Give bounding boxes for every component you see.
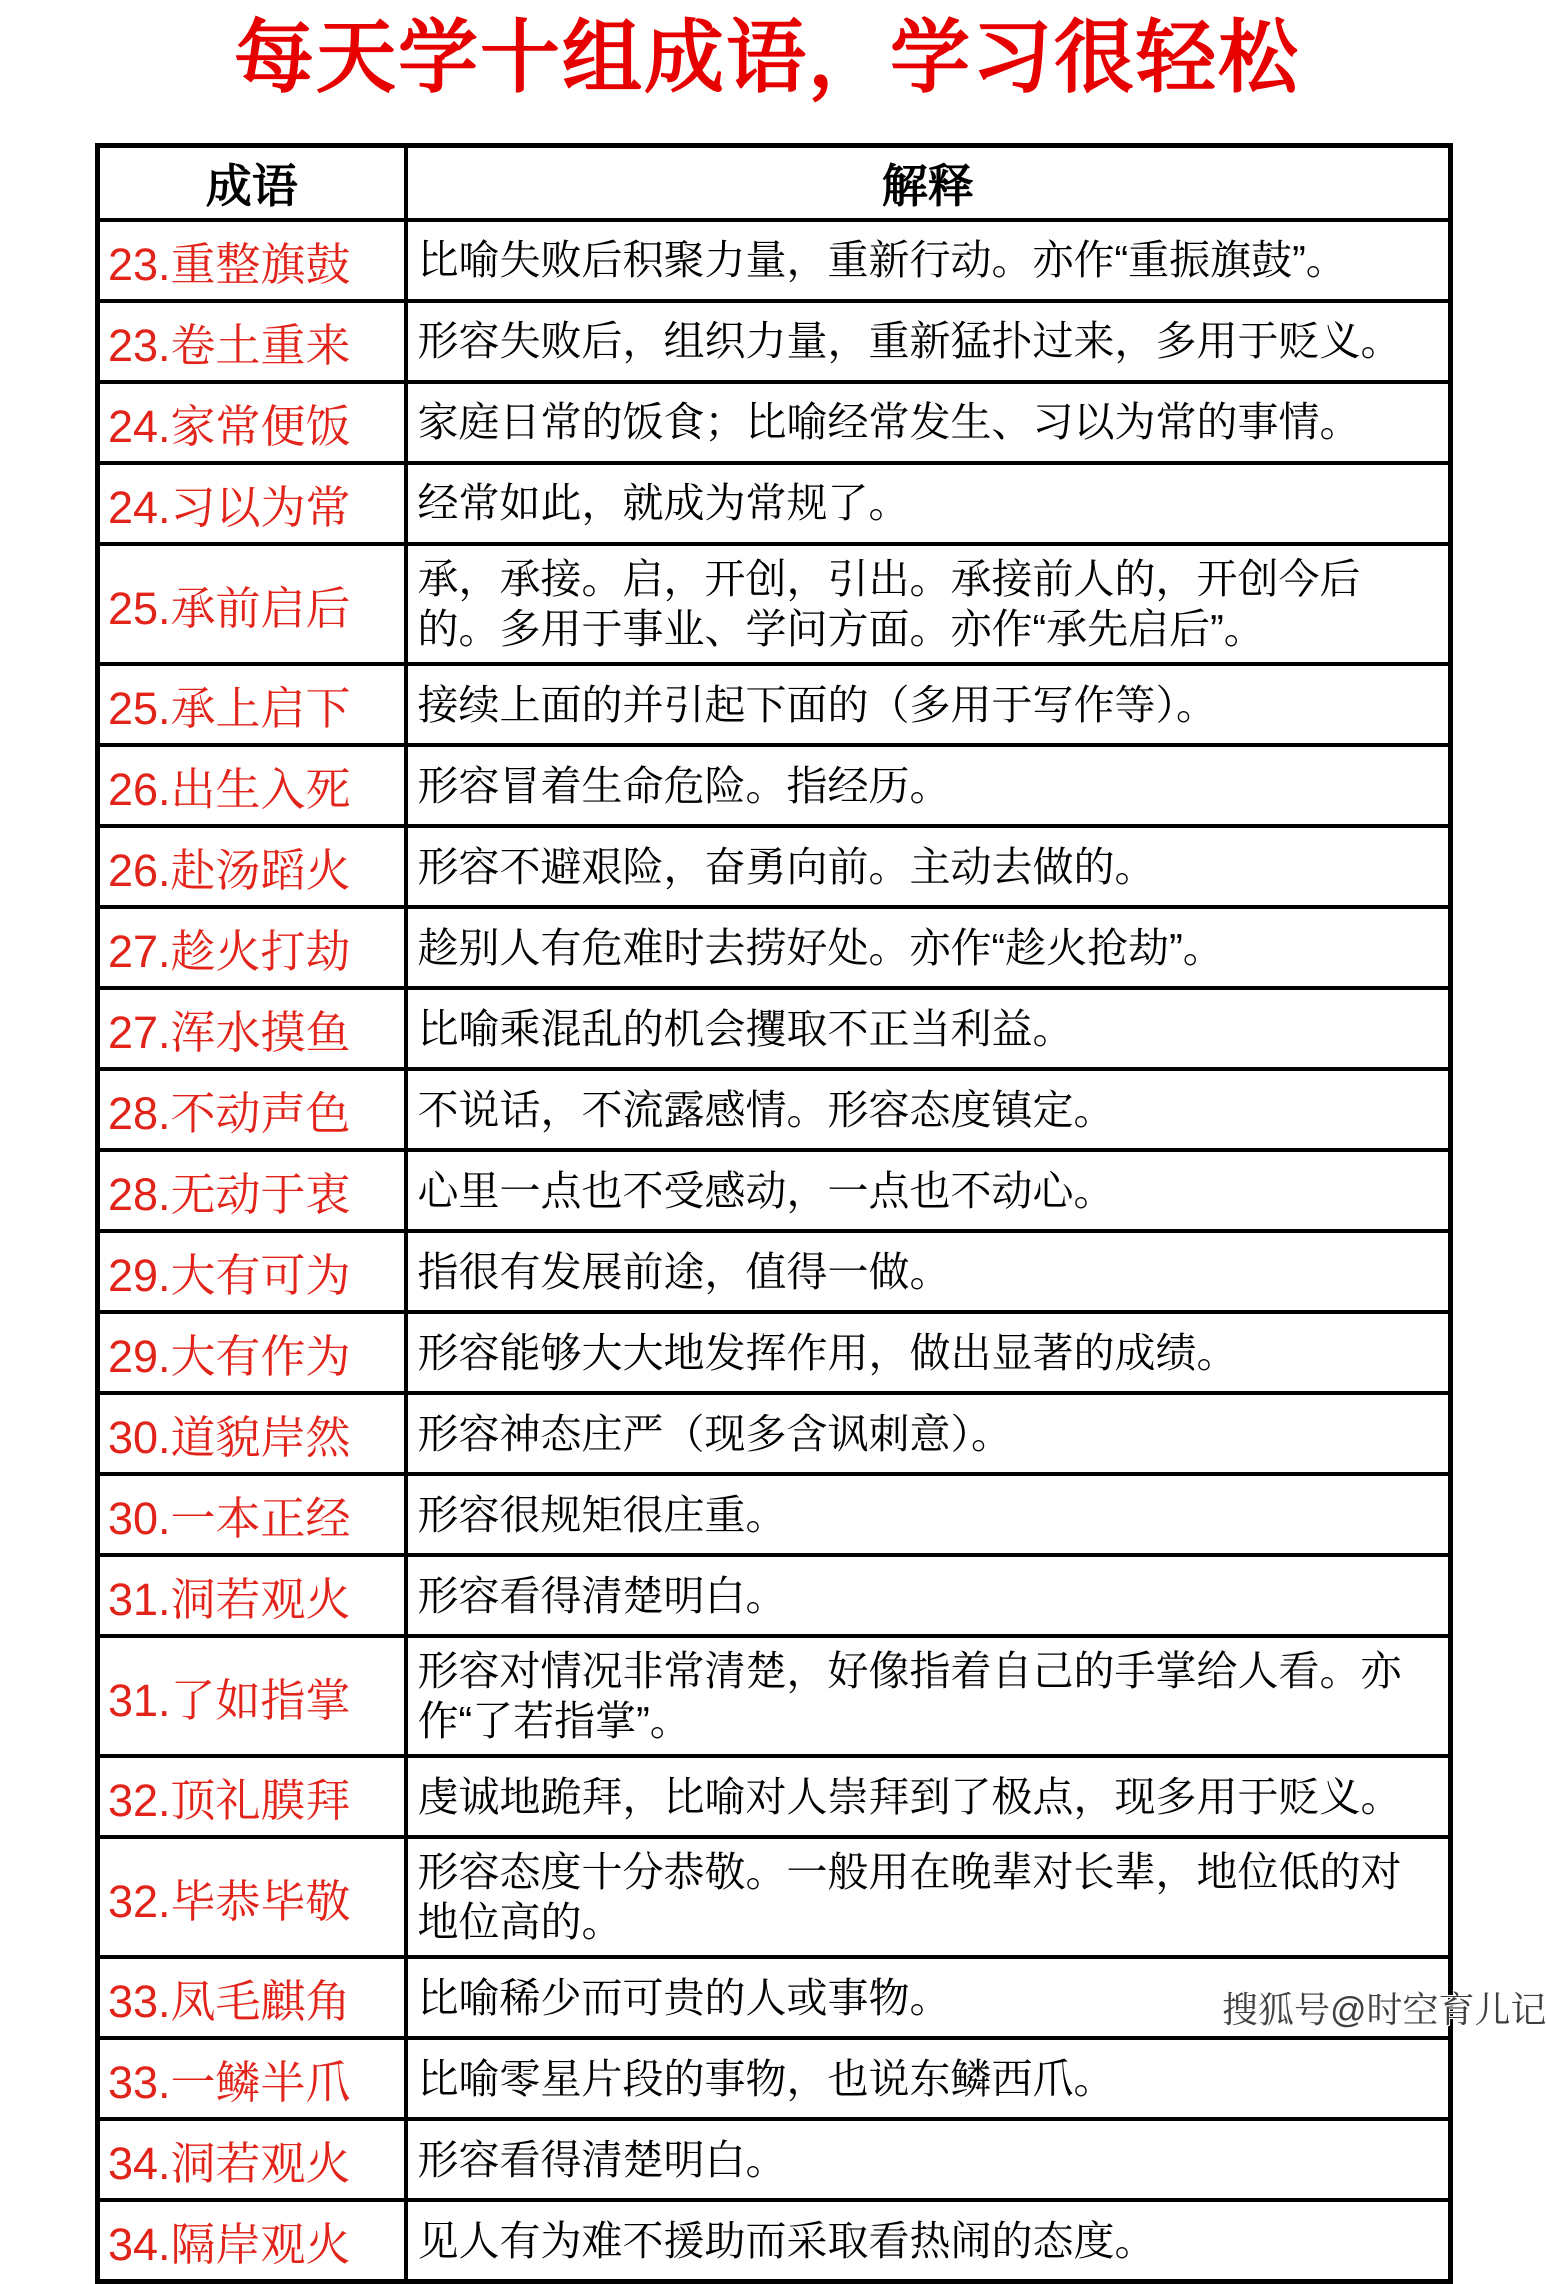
idiom-cell: 34.洞若观火 — [98, 2119, 406, 2200]
table-row — [98, 826, 1451, 907]
explanation-cell: 形容态度十分恭敬。一般用在晚辈对长辈，地位低的对地位高的。 — [406, 1837, 1451, 1957]
explanation-cell: 见人有为难不援助而采取看热闹的态度。 — [406, 2200, 1451, 2282]
idiom-table — [95, 143, 1453, 2284]
idiom-cell: 28.无动于衷 — [98, 1150, 406, 1231]
table-row — [98, 907, 1451, 988]
explanation-cell: 虔诚地跪拜，比喻对人崇拜到了极点，现多用于贬义。 — [406, 1756, 1451, 1837]
table-row — [98, 1069, 1451, 1150]
idiom-cell: 32.顶礼膜拜 — [98, 1756, 406, 1837]
explanation-cell: 指很有发展前途，值得一做。 — [406, 1231, 1451, 1312]
table-row — [98, 1555, 1451, 1636]
explanation-cell: 接续上面的并引起下面的（多用于写作等）。 — [406, 664, 1451, 745]
idiom-cell: 24.习以为常 — [98, 463, 406, 544]
explanation-cell: 形容能够大大地发挥作用，做出显著的成绩。 — [406, 1312, 1451, 1393]
idiom-cell: 29.大有作为 — [98, 1312, 406, 1393]
table-row — [98, 1756, 1451, 1837]
idiom-cell: 33.凤毛麒角 — [98, 1957, 406, 2038]
table-row — [98, 1636, 1451, 1756]
table-row — [98, 301, 1451, 382]
table-row — [98, 1231, 1451, 1312]
explanation-cell: 比喻稀少而可贵的人或事物。 — [406, 1957, 1451, 2038]
explanation-cell: 承，承接。启，开创，引出。承接前人的，开创今后的。多用于事业、学问方面。亦作“承先启后”。 — [406, 544, 1451, 664]
explanation-cell: 形容看得清楚明白。 — [406, 1555, 1451, 1636]
explanation-cell: 比喻零星片段的事物，也说东鳞西爪。 — [406, 2038, 1451, 2119]
idiom-cell: 31.了如指掌 — [98, 1636, 406, 1756]
explanation-cell: 形容失败后，组织力量，重新猛扑过来，多用于贬义。 — [406, 301, 1451, 382]
explanation-cell: 比喻失败后积聚力量，重新行动。亦作“重振旗鼓”。 — [406, 220, 1451, 301]
table-row — [98, 544, 1451, 664]
table-row — [98, 2119, 1451, 2200]
explanation-cell: 比喻乘混乱的机会攫取不正当利益。 — [406, 988, 1451, 1069]
explanation-cell: 形容对情况非常清楚，好像指着自己的手掌给人看。亦作“了若指掌”。 — [406, 1636, 1451, 1756]
idiom-cell: 24.家常便饭 — [98, 382, 406, 463]
watermark-text: 搜狐号@时空育儿记 — [1222, 1989, 1547, 2030]
explanation-cell: 形容看得清楚明白。 — [406, 2119, 1451, 2200]
idiom-cell: 30.道貌岸然 — [98, 1393, 406, 1474]
idiom-cell: 29.大有可为 — [98, 1231, 406, 1312]
table-row — [98, 664, 1451, 745]
explanation-cell: 心里一点也不受感动，一点也不动心。 — [406, 1150, 1451, 1231]
table-row — [98, 463, 1451, 544]
table-row — [98, 1150, 1451, 1231]
idiom-cell: 27.趁火打劫 — [98, 907, 406, 988]
idiom-cell: 25.承上启下 — [98, 664, 406, 745]
idiom-cell: 26.出生入死 — [98, 745, 406, 826]
table-row — [98, 2038, 1451, 2119]
table-row — [98, 1312, 1451, 1393]
explanation-cell: 形容不避艰险，奋勇向前。主动去做的。 — [406, 826, 1451, 907]
idiom-cell: 33.一鳞半爪 — [98, 2038, 406, 2119]
explanation-cell: 形容神态庄严（现多含讽刺意）。 — [406, 1393, 1451, 1474]
column-header-explanation: 解释 — [406, 146, 1451, 221]
table-row — [98, 220, 1451, 301]
idiom-cell: 32.毕恭毕敬 — [98, 1837, 406, 1957]
explanation-cell: 趁别人有危难时去捞好处。亦作“趁火抢劫”。 — [406, 907, 1451, 988]
explanation-cell: 经常如此，就成为常规了。 — [406, 463, 1451, 544]
table-row — [98, 988, 1451, 1069]
idiom-cell: 28.不动声色 — [98, 1069, 406, 1150]
table-row — [98, 1393, 1451, 1474]
explanation-cell: 形容冒着生命危险。指经历。 — [406, 745, 1451, 826]
idiom-cell: 31.洞若观火 — [98, 1555, 406, 1636]
idiom-cell: 27.浑水摸鱼 — [98, 988, 406, 1069]
column-header-idiom: 成语 — [98, 146, 406, 221]
explanation-cell: 形容很规矩很庄重。 — [406, 1474, 1451, 1555]
explanation-cell: 不说话，不流露感情。形容态度镇定。 — [406, 1069, 1451, 1150]
idiom-cell: 26.赴汤蹈火 — [98, 826, 406, 907]
idiom-cell: 34.隔岸观火 — [98, 2200, 406, 2282]
page-title: 每天学十组成语，学习很轻松 — [234, 13, 1300, 102]
idiom-cell: 30.一本正经 — [98, 1474, 406, 1555]
idiom-cell: 23.卷土重来 — [98, 301, 406, 382]
table-row — [98, 745, 1451, 826]
idiom-cell: 25.承前启后 — [98, 544, 406, 664]
explanation-cell: 家庭日常的饭食；比喻经常发生、习以为常的事情。 — [406, 382, 1451, 463]
idiom-cell: 23.重整旗鼓 — [98, 220, 406, 301]
table-row — [98, 1837, 1451, 1957]
table-row — [98, 2200, 1451, 2282]
table-row — [98, 382, 1451, 463]
table-header-row — [98, 146, 1451, 221]
table-row — [98, 1474, 1451, 1555]
